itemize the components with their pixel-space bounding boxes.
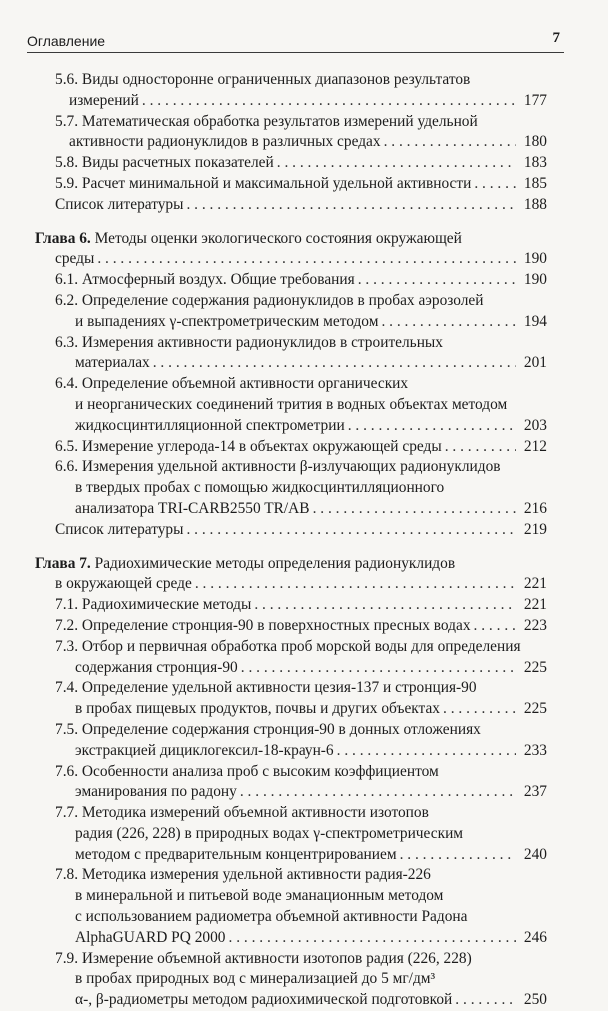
toc-page-number: 183 (523, 154, 547, 172)
toc-entry-continuation: с использованием радиометра объемной активности Радона (75, 908, 468, 926)
toc-entry-text: Список литературы (55, 520, 184, 538)
dot-leader (229, 928, 517, 949)
toc-entry-last-line (35, 174, 547, 195)
toc-page-number: 216 (523, 499, 547, 517)
toc-entry-first-line (35, 803, 547, 824)
toc-page-number: 219 (523, 520, 547, 538)
chapter-label: Глава 7. (35, 554, 91, 572)
toc-entry-title: 7.3. Отбор и первичная обработка проб морской воды для определения (55, 637, 521, 655)
toc-entry-last-line (35, 990, 547, 1011)
dot-leader (186, 195, 516, 216)
toc-entry-first-line (35, 554, 547, 575)
section-gap (35, 216, 547, 229)
toc-entry-first-line (35, 637, 547, 658)
toc-page-number: 188 (523, 195, 547, 213)
toc-entry-text: 5.8. Виды расчетных показателей (55, 154, 274, 172)
toc-entry (35, 229, 547, 271)
toc-entry-text: и выпадениях γ-спектрометрическим методом (75, 312, 379, 330)
toc-entry-last-line (35, 699, 547, 720)
toc-entry-text: Список литературы (55, 195, 184, 213)
toc-page-number: 250 (523, 991, 547, 1009)
toc-entry-last-line (35, 928, 547, 949)
toc-page-number: 185 (523, 174, 547, 192)
toc-entry-text: 6.1. Атмосферный воздух. Общие требования (55, 271, 355, 289)
toc-entry (35, 195, 547, 216)
toc-page-number: 203 (523, 416, 547, 434)
toc-entry (35, 270, 547, 291)
dot-leader (381, 312, 516, 333)
toc-entry-last-line (35, 499, 547, 520)
dot-leader (195, 574, 516, 595)
toc-page-number: 190 (523, 271, 547, 289)
toc-entry-last-line (35, 312, 547, 333)
toc-entry-last-line (35, 270, 547, 291)
toc-entry (35, 437, 547, 458)
running-header (27, 30, 564, 53)
toc-page-number: 246 (523, 928, 547, 946)
toc-entry-last-line (35, 658, 547, 679)
toc-entry (35, 174, 547, 195)
dot-leader (240, 782, 516, 803)
toc-entry-first-line (35, 70, 547, 91)
toc-entry-last-line (35, 520, 547, 541)
toc-entry-title: 6.6. Измерения удельной активности β-излучающих радионуклидов (55, 458, 501, 476)
toc-entry-last-line (35, 616, 547, 637)
toc-entry-last-line (35, 437, 547, 458)
toc-entry-title: 7.8. Методика измерения удельной активности радия-226 (55, 866, 431, 884)
toc-entry (35, 457, 547, 519)
toc-entry (35, 949, 547, 1011)
toc-page-number: 225 (523, 700, 547, 718)
toc-entry-title: 6.2. Определение содержания радионуклидов в пробах аэрозолей (55, 291, 484, 309)
toc-entry (35, 112, 547, 154)
dot-leader (358, 270, 516, 291)
toc-entry-text: 5.9. Расчет минимальной и максимальной удельной активности (55, 174, 472, 192)
toc-entry-last-line (35, 595, 547, 616)
toc-entry-continuation: в минеральной и питьевой воде эманационным методом (75, 887, 444, 905)
dot-leader (97, 249, 516, 270)
toc-entry-title: 7.4. Определение удельной активности цезия-137 и стронция-90 (55, 679, 477, 697)
toc-entry (35, 678, 547, 720)
toc-entry-continuation: в твердых пробах с помощью жидкосцинтилляционного (75, 479, 445, 497)
toc-entry-title: 7.5. Определение содержания стронция-90 в донных отложениях (55, 720, 481, 738)
toc-entry (35, 803, 547, 865)
toc-entry-text: 7.2. Определение стронция-90 в поверхностных пресных водах (55, 616, 471, 634)
toc-entry (35, 616, 547, 637)
dot-leader (455, 990, 516, 1011)
toc-page-number: 240 (523, 845, 547, 863)
toc-entry (35, 333, 547, 375)
toc-entry-text: в окружающей среде (55, 575, 192, 593)
toc-entry-continuation: в пробах природных вод с минерализацией до 5 мг/дм³ (75, 970, 436, 988)
toc-entry-last-line (35, 782, 547, 803)
toc-page-number: 177 (523, 91, 547, 109)
dot-leader (254, 595, 516, 616)
toc-entry-text: α-, β-радиометры методом радиохимической подготовкой (75, 991, 453, 1009)
dot-leader (400, 845, 516, 866)
page-number: 7 (552, 30, 560, 46)
toc-entry-last-line (35, 195, 547, 216)
toc-page-number: 237 (523, 783, 547, 801)
toc-entry-first-line (35, 457, 547, 478)
toc-entry (35, 720, 547, 762)
toc-entry-last-line (35, 574, 547, 595)
toc-entry-first-line (35, 291, 547, 312)
header-title: Оглавление (27, 33, 106, 49)
dot-leader (474, 616, 516, 637)
dot-leader (142, 91, 516, 112)
toc-entry-title: Методы оценки экологического состояния окружающей (90, 229, 462, 247)
toc-entry-text: жидкосцинтилляционной спектрометрии (75, 416, 345, 434)
toc-entry-text: материалах (75, 354, 150, 372)
toc-entry-title: 7.6. Особенности анализа проб с высоким коэффициентом (55, 762, 439, 780)
toc-page-number: 180 (523, 133, 547, 151)
toc-entry-title: Радиохимические методы определения радионуклидов (90, 554, 456, 572)
toc-entry-last-line (35, 132, 547, 153)
toc-entry (35, 374, 547, 436)
dot-leader (384, 132, 516, 153)
toc-entry (35, 762, 547, 804)
toc-entry-first-line (35, 762, 547, 783)
toc-entry-text: анализатора TRI-CARB2550 TR/AB (75, 499, 310, 517)
dot-leader (337, 741, 516, 762)
toc-entry-text: активности радионуклидов в различных средах (69, 133, 381, 151)
dot-leader (313, 499, 516, 520)
dot-leader (348, 416, 516, 437)
toc-page-number: 221 (523, 596, 547, 614)
toc-entry (35, 595, 547, 616)
chapter-label: Глава 6. (35, 229, 91, 247)
dot-leader (474, 174, 516, 195)
toc-page-number: 225 (523, 658, 547, 676)
toc-entry-first-line (35, 112, 547, 133)
toc-page-number: 194 (523, 312, 547, 330)
toc-page-number: 221 (523, 575, 547, 593)
toc-page-number: 190 (523, 250, 547, 268)
toc-entry-first-line (35, 865, 547, 886)
toc-entry-last-line (35, 845, 547, 866)
toc-entry-last-line (35, 91, 547, 112)
dot-leader (241, 658, 516, 679)
toc-entry-last-line (35, 249, 547, 270)
toc-entry-text: методом с предварительным концентрированием (75, 845, 397, 863)
toc-entry-text: 6.5. Измерение углерода-14 в объектах окружающей среды (55, 437, 442, 455)
table-of-contents (35, 70, 547, 1011)
toc-entry-first-line (35, 374, 547, 395)
toc-entry-title: 7.7. Методика измерений объемной активности изотопов (55, 804, 429, 822)
toc-entry-text: экстракцией дициклогексил-18-краун-6 (75, 741, 334, 759)
dot-leader (443, 699, 516, 720)
toc-entry-first-line (35, 720, 547, 741)
section-gap (35, 541, 547, 554)
toc-page-number: 201 (523, 354, 547, 372)
toc-entry-text: измерений (69, 91, 139, 109)
toc-entry (35, 554, 547, 596)
toc-entry-text: эманирования по радону (75, 783, 237, 801)
toc-entry-title: 5.7. Математическая обработка результатов измерений удельной (55, 112, 478, 130)
toc-entry-text: содержания стронция-90 (75, 658, 238, 676)
toc-entry-text: среды (55, 250, 95, 268)
toc-entry-title: 6.3. Измерения активности радионуклидов в строительных (55, 333, 443, 351)
toc-entry-text: AlphaGUARD PQ 2000 (75, 928, 226, 946)
toc-entry-first-line (35, 333, 547, 354)
toc-entry-last-line (35, 153, 547, 174)
dot-leader (186, 520, 516, 541)
toc-entry-title: 5.6. Виды односторонне ограниченных диапазонов результатов (55, 71, 471, 88)
toc-entry (35, 153, 547, 174)
toc-entry (35, 637, 547, 679)
toc-page-number: 223 (523, 616, 547, 634)
toc-page-number: 233 (523, 741, 547, 759)
dot-leader (153, 353, 516, 374)
toc-entry-text: в пробах пищевых продуктов, почвы и других объектах (75, 700, 440, 718)
toc-page-number: 212 (523, 437, 547, 455)
toc-entry-first-line (35, 678, 547, 699)
toc-entry-text: 7.1. Радиохимические методы (55, 596, 252, 614)
toc-entry (35, 70, 547, 112)
toc-entry-continuation: и неорганических соединений трития в водных объектах методом (75, 395, 508, 413)
toc-entry-first-line (35, 949, 547, 970)
toc-entry-last-line (35, 353, 547, 374)
toc-entry (35, 865, 547, 948)
toc-entry-last-line (35, 741, 547, 762)
toc-entry-title: 7.9. Измерение объемной активности изотопов радия (226, 228) (55, 949, 472, 967)
toc-entry-last-line (35, 416, 547, 437)
toc-entry (35, 520, 547, 541)
toc-entry-title: 6.4. Определение объемной активности органических (55, 375, 409, 393)
toc-entry-first-line (35, 229, 547, 250)
toc-entry-continuation: радия (226, 228) в природных водах γ-спектрометрическим (75, 824, 464, 842)
dot-leader (277, 153, 516, 174)
toc-entry (35, 291, 547, 333)
dot-leader (445, 437, 516, 458)
